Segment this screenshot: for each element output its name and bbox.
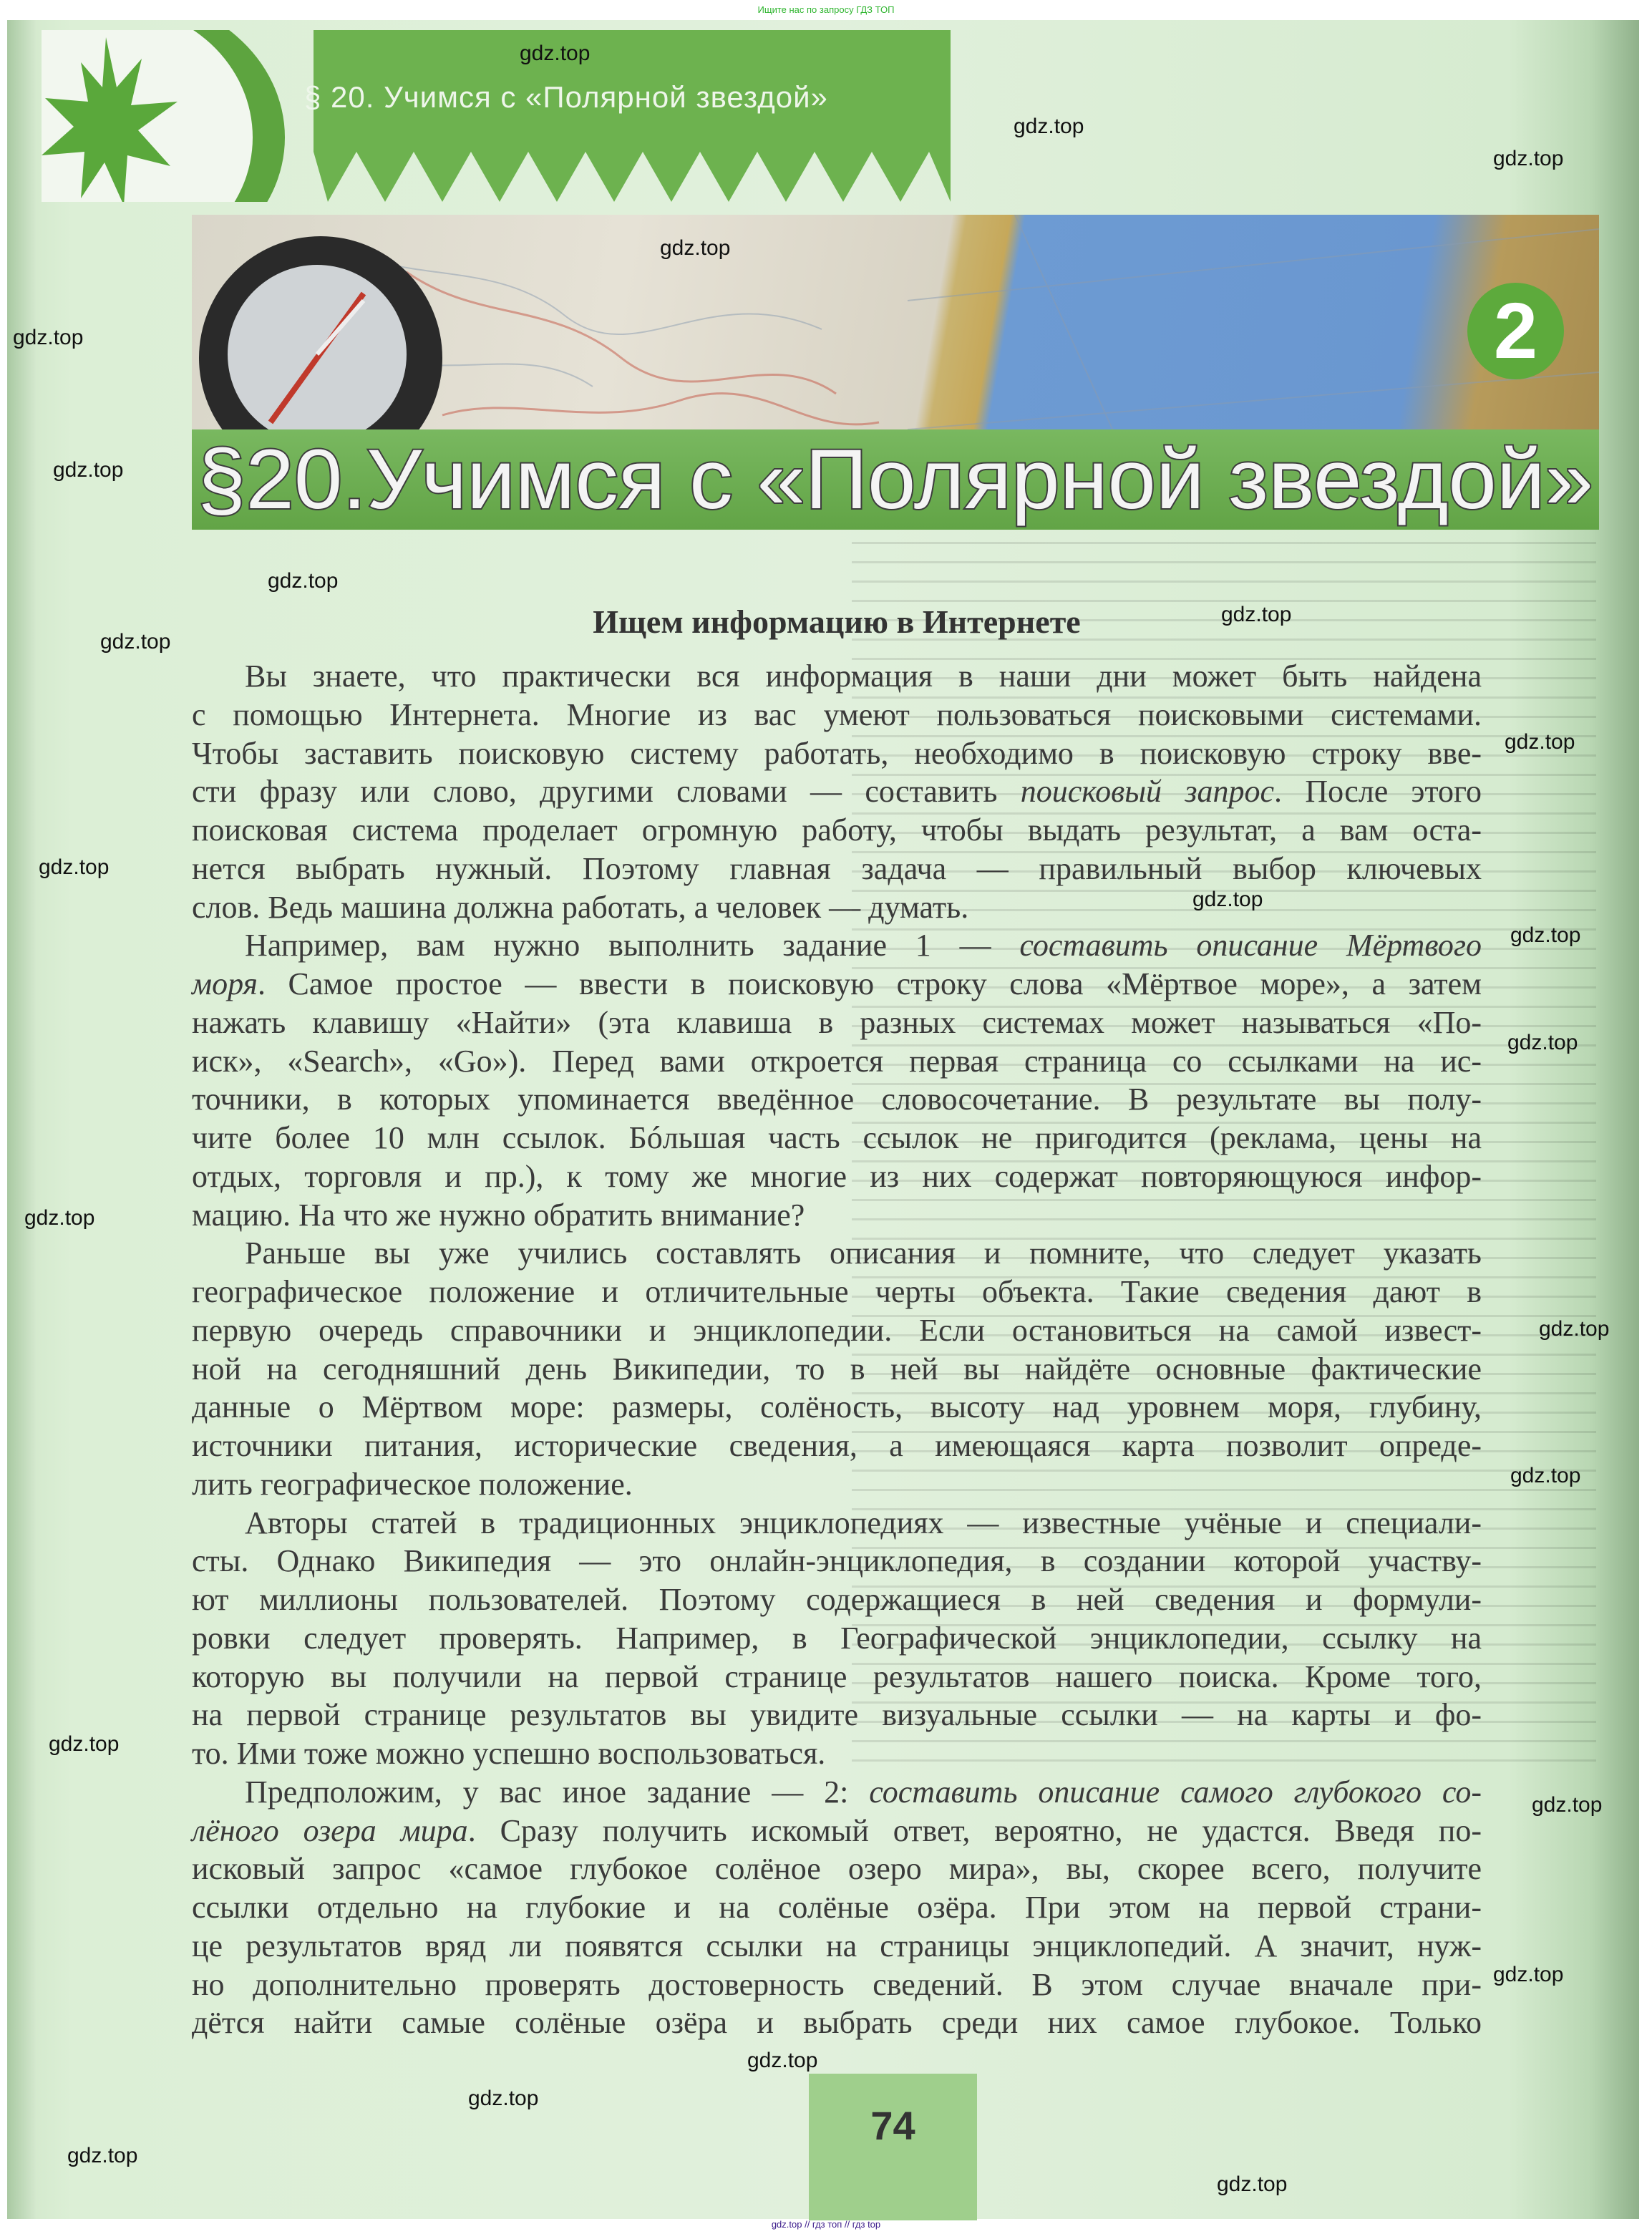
italic-term: поисковый запрос: [1020, 774, 1275, 810]
text-line: [192, 1119, 1482, 1157]
text-line: [192, 926, 1482, 965]
watermark-text: gdz.top: [67, 2144, 138, 2167]
watermark-text: gdz.top: [49, 1732, 120, 1756]
text-segment: с помощью Интернета. Многие из вас умеют пользоваться поисковыми системами.: [192, 696, 1482, 732]
text-line: [192, 1350, 1482, 1389]
text-line: [192, 850, 1482, 888]
text-line: [192, 1888, 1482, 1927]
header-ribbon: [42, 30, 951, 202]
text-segment: на первой странице результатов вы увидите визуальные ссылки — на карты и фо-: [192, 1697, 1482, 1733]
text-line: [192, 1157, 1482, 1196]
watermark-text: gdz.top: [24, 1206, 95, 1230]
text-segment: которую вы получили на первой странице результатов нашего поиска. Кроме того,: [192, 1658, 1482, 1694]
watermark-text: gdz.top: [1493, 1963, 1564, 1986]
watermark-text: gdz.top: [1014, 115, 1084, 138]
text-segment: . Самое простое — ввести в поисковую строку слова «Мёртвое море», а затем: [257, 966, 1482, 1001]
text-line: [192, 1196, 1482, 1235]
text-line: [192, 965, 1482, 1004]
watermark-text: gdz.top: [1539, 1317, 1610, 1341]
text-segment: Чтобы заставить поисковую систему работать, необходимо в поисковую строку вве-: [192, 735, 1482, 771]
text-segment: дётся найти самые солёные озёра и выбрать среди них самое глубокое. Только: [192, 2005, 1482, 2041]
text-line: [192, 772, 1482, 811]
text-segment: то. Ими тоже можно успешно воспользоваться.: [192, 1736, 826, 1771]
text-segment: исковый запрос «самое глубокое солёное озеро мира», вы, скорее всего, получите: [192, 1851, 1482, 1887]
bottom-note: gdz.top // гдз топ // гдз top: [771, 2219, 881, 2230]
text-segment: Например, вам нужно выполнить задание 1 —: [245, 928, 1020, 963]
text-line: [192, 1004, 1482, 1042]
text-line: [192, 811, 1482, 850]
text-line: [192, 1080, 1482, 1119]
watermark-text: gdz.top: [1510, 1464, 1581, 1487]
text-line: [192, 1042, 1482, 1081]
text-segment: лить географическое положение.: [192, 1466, 633, 1502]
body-text: [192, 657, 1482, 2042]
watermark-text: gdz.top: [520, 42, 591, 65]
text-segment: нется выбрать нужный. Поэтому главная задача — правильный выбор ключевых: [192, 850, 1482, 886]
text-line: [192, 1465, 1482, 1504]
page-number: 74: [870, 2103, 915, 2148]
text-segment: ссылки отдельно на глубокие и на солёные озёра. При этом на первой страни-: [192, 1890, 1482, 1925]
watermark-text: gdz.top: [1192, 888, 1263, 911]
text-line: [192, 1812, 1482, 1850]
text-line: [192, 1734, 1482, 1773]
text-segment: чите более 10 млн ссылок. Бóльшая часть ссылок не пригодится (реклама, цены на: [192, 1120, 1482, 1155]
watermark-text: gdz.top: [13, 326, 84, 349]
text-line: [192, 888, 1482, 927]
section-heading: Ищем информацию в Интернете: [593, 603, 1081, 640]
italic-term: лёного озера мира: [192, 1812, 468, 1848]
text-segment: географическое положение и отличительные черты объекта. Такие сведения дают в: [192, 1274, 1482, 1309]
text-segment: точники, в которых упоминается введённое словосочетание. В результате вы полу-: [192, 1082, 1482, 1117]
chapter-banner-image: [192, 215, 1599, 530]
text-segment: слов. Ведь машина должна работать, а человек — думать.: [192, 889, 969, 925]
top-note: Ищите нас по запросу ГДЗ ТОП: [757, 4, 895, 15]
text-line: [192, 1696, 1482, 1734]
watermark-text: gdz.top: [1505, 730, 1575, 754]
italic-term: составить описание Мёртвого: [1019, 928, 1482, 963]
page-number-box: [809, 2074, 977, 2220]
watermark-text: gdz.top: [747, 2049, 818, 2072]
chapter-number-badge: 2: [1467, 283, 1564, 379]
watermark-text: gdz.top: [1217, 2172, 1288, 2196]
text-segment: ной на сегодняшний день Википедии, то в ней вы найдёте основные фактические: [192, 1351, 1482, 1386]
ribbon-title: § 20. Учимся с «Полярной звездой»: [304, 80, 828, 114]
watermark-text: gdz.top: [1532, 1793, 1603, 1817]
text-segment: Предположим, у вас иное задание — 2:: [245, 1774, 870, 1810]
text-line: [192, 1234, 1482, 1273]
text-line: [192, 1311, 1482, 1350]
text-line: [192, 1927, 1482, 1966]
watermark-text: gdz.top: [268, 569, 339, 593]
watermark-text: gdz.top: [53, 458, 124, 482]
text-segment: поисковая система проделает огромную работу, чтобы выдать результат, а вам оста-: [192, 812, 1482, 848]
text-segment: . После этого: [1274, 774, 1482, 810]
text-line: [192, 696, 1482, 734]
watermark-text: gdz.top: [660, 236, 731, 260]
text-segment: Раньше вы уже учились составлять описания и помните, что следует указать: [245, 1235, 1482, 1271]
italic-term: составить описание самого глубокого со-: [869, 1774, 1482, 1810]
text-segment: ют миллионы пользователей. Поэтому содержащиеся в ней сведения и формули-: [192, 1582, 1482, 1617]
text-line: [192, 1504, 1482, 1543]
text-segment: . Сразу получить искомый ответ, вероятно, не удастся. Введя по-: [467, 1812, 1482, 1848]
text-line: [192, 734, 1482, 773]
watermark-text: gdz.top: [468, 2087, 539, 2110]
text-line: [192, 1773, 1482, 1812]
text-segment: це результатов вряд ли появятся ссылки на страницы энциклопедий. А значит, нуж-: [192, 1928, 1482, 1963]
text-segment: сты. Однако Википедия — это онлайн-энциклопедия, в создании которой участву-: [192, 1543, 1482, 1579]
watermark-text: gdz.top: [39, 855, 110, 879]
text-segment: мацию. На что же нужно обратить внимание?: [192, 1197, 805, 1233]
text-line: [192, 1542, 1482, 1580]
watermark-text: gdz.top: [1493, 147, 1564, 170]
text-line: [192, 1658, 1482, 1696]
text-segment: иск», «Search», «Go»). Перед вами откроется первая страница со ссылками на ис-: [192, 1043, 1482, 1079]
text-line: [192, 1273, 1482, 1311]
text-segment: но дополнительно проверять достоверность сведений. В этом случае вначале при-: [192, 1966, 1482, 2002]
text-segment: Авторы статей в традиционных энциклопедиях — известные учёные и специали-: [245, 1505, 1482, 1540]
text-segment: источники питания, исторические сведения, а имеющаяся карта позволит опреде-: [192, 1428, 1482, 1463]
text-segment: отдых, торговля и пр.), к тому же многие из них содержат повторяющуюся инфор-: [192, 1158, 1482, 1194]
text-line: [192, 1427, 1482, 1465]
text-line: [192, 657, 1482, 696]
watermark-text: gdz.top: [1507, 1031, 1578, 1054]
text-segment: сти фразу или слово, другими словами — составить: [192, 774, 1021, 810]
main-title: [192, 215, 1599, 530]
text-segment: данные о Мёртвом море: размеры, солёность, высоту над уровнем моря, глубину,: [192, 1389, 1482, 1425]
text-line: [192, 1850, 1482, 1888]
text-line: [192, 1966, 1482, 2004]
svg-text:§20.Учимся с «Полярной звездой: §20.Учимся с «Полярной звездой»: [198, 432, 1593, 527]
watermark-text: gdz.top: [100, 630, 171, 654]
text-line: [192, 1580, 1482, 1619]
text-segment: Вы знаете, что практически вся информация в наши дни может быть найдена: [245, 659, 1482, 694]
text-line: [192, 1619, 1482, 1658]
italic-term: моря: [192, 966, 258, 1001]
text-line: [192, 1388, 1482, 1427]
text-segment: нажать клавишу «Найти» (эта клавиша в разных системах может называться «По-: [192, 1004, 1482, 1040]
watermark-text: gdz.top: [1510, 923, 1581, 947]
text-line: [192, 2004, 1482, 2042]
text-segment: ровки следует проверять. Например, в Географической энциклопедии, ссылку на: [192, 1620, 1482, 1656]
watermark-text: gdz.top: [1221, 603, 1292, 626]
text-segment: первую очередь справочники и энциклопедии. Если остановиться на самой извест-: [192, 1312, 1482, 1348]
